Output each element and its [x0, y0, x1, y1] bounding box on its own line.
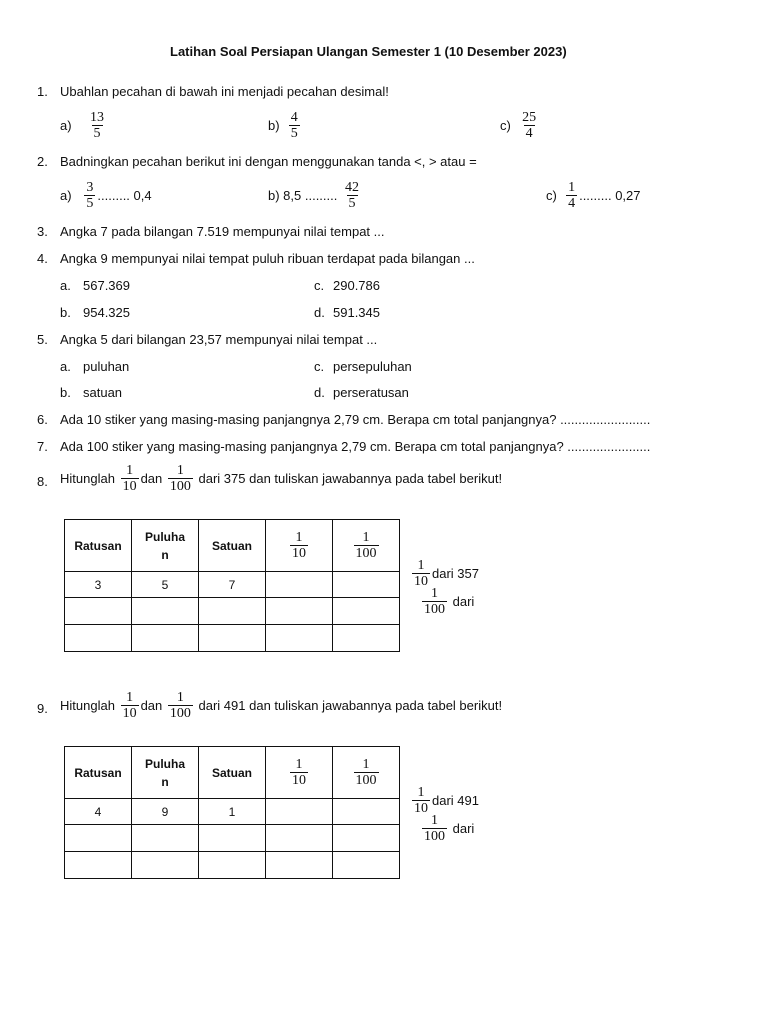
q8-fraction-hundredth: $\frac{1}{100}$ — [169, 463, 191, 494]
q2-a-fraction: $\frac{3}{5}$ — [86, 180, 94, 211]
q9-fraction-tenth: $\frac{1}{10}$ — [122, 690, 137, 721]
q8-post-text: dari 375 dan tuliskan jawabannya pada tabel berikut! — [198, 471, 503, 486]
q5-text: Angka 5 dari bilangan 23,57 mempunyai nilai tempat ... — [60, 332, 378, 347]
q8-cell — [199, 598, 266, 625]
q1-c-label: c) — [500, 118, 511, 133]
q1-option-a — [60, 110, 108, 141]
q9-side-note-2: $\frac{1}{100}$ dari — [424, 813, 475, 844]
q8-pre-text: Hitunglah — [60, 471, 115, 486]
q8-text — [60, 463, 502, 494]
q4-d-value: 591.345 — [333, 305, 380, 320]
q2-c-fraction: $\frac{1}{4}$ — [568, 180, 576, 211]
q7-number: 7. — [37, 439, 48, 454]
q9-fraction-hundredth: $\frac{1}{100}$ — [169, 690, 191, 721]
q4-d-letter: d. — [314, 305, 325, 320]
q8-cell: 3 — [65, 572, 132, 598]
q4-b-letter: b. — [60, 305, 71, 320]
q1-option-b — [268, 110, 302, 141]
q9-post-text: dari 491 dan tuliskan jawabannya pada tabel berikut! — [198, 698, 503, 713]
q8-cell — [333, 625, 400, 652]
q2-text: Badningkan pecahan berikut ini dengan menggunakan tanda <, > atau = — [60, 154, 477, 169]
q1-number: 1. — [37, 84, 48, 99]
q2-a-label: a) — [60, 188, 72, 203]
q8-cell — [132, 625, 199, 652]
q4-b-value: 954.325 — [83, 305, 130, 320]
q9-cell — [199, 825, 266, 852]
q9-mid-text: dan — [140, 698, 163, 713]
q8-header-puluhan: Puluha n — [132, 520, 199, 572]
q8-mid-text: dan — [140, 471, 163, 486]
q8-fraction-tenth: $\frac{1}{10}$ — [122, 463, 137, 494]
q8-cell: 7 — [199, 572, 266, 598]
q8-header-hundredth: $\frac{1}{100}$ — [333, 520, 400, 572]
q9-cell — [132, 852, 199, 879]
q8-cell — [333, 572, 400, 598]
q9-header-hundredth: $\frac{1}{100}$ — [333, 747, 400, 799]
q9-header-puluhan: Puluha n — [132, 747, 199, 799]
q8-cell: 5 — [132, 572, 199, 598]
q5-number: 5. — [37, 332, 48, 347]
q5-c-value: persepuluhan — [333, 359, 412, 374]
q4-a-letter: a. — [60, 278, 71, 293]
q5-a-value: puluhan — [83, 359, 130, 374]
q9-side-note-1-text: dari 491 — [432, 793, 479, 808]
q4-c-value: 290.786 — [333, 278, 380, 293]
q9-cell — [266, 852, 333, 879]
q9-header-satuan: Satuan — [199, 747, 266, 799]
q8-cell — [333, 598, 400, 625]
q9-cell — [132, 825, 199, 852]
q2-a-tail: ......... 0,4 — [97, 188, 152, 203]
q9-cell — [65, 825, 132, 852]
q8-side-note-2-text: dari — [452, 594, 475, 609]
q9-side-note-1: $\frac{1}{10}$ dari 491 — [414, 785, 479, 816]
q8-cell — [65, 625, 132, 652]
q8-header-satuan: Satuan — [199, 520, 266, 572]
q5-d-letter: d. — [314, 385, 325, 400]
q4-c-letter: c. — [314, 278, 325, 293]
q1-b-fraction: $\frac{4}{5}$ — [290, 110, 298, 141]
q2-b-fraction: $\frac{42}{5}$ — [345, 180, 359, 211]
q4-a-value: 567.369 — [83, 278, 130, 293]
q8-cell — [266, 625, 333, 652]
q2-option-b — [268, 180, 363, 211]
q6-number: 6. — [37, 412, 48, 427]
q8-cell — [65, 598, 132, 625]
q4-text: Angka 9 mempunyai nilai tempat puluh ribuan terdapat pada bilangan ... — [60, 251, 475, 266]
q9-cell — [333, 852, 400, 879]
q9-pre-text: Hitunglah — [60, 698, 115, 713]
q9-side-note-2-text: dari — [452, 821, 475, 836]
q9-cell: 9 — [132, 799, 199, 825]
q4-number: 4. — [37, 251, 48, 266]
q9-cell — [333, 825, 400, 852]
q8-side-note-1-text: dari 357 — [432, 566, 479, 581]
q8-side-note-1: $\frac{1}{10}$ dari 357 — [414, 558, 479, 589]
q8-cell — [132, 598, 199, 625]
q2-option-c — [546, 180, 641, 211]
q3-text: Angka 7 pada bilangan 7.519 mempunyai nilai tempat ... — [60, 224, 385, 239]
q9-cell — [266, 825, 333, 852]
q8-header-tenth: $\frac{1}{10}$ — [266, 520, 333, 572]
q6-text: Ada 10 stiker yang masing-masing panjangnya 2,79 cm. Berapa cm total panjangnya? ......................... — [60, 412, 651, 427]
q8-number: 8. — [37, 474, 48, 489]
q5-a-letter: a. — [60, 359, 71, 374]
q8-side-note-2: $\frac{1}{100}$ dari — [424, 586, 475, 617]
q1-a-fraction: $\frac{13}{5}$ — [90, 110, 105, 141]
q2-number: 2. — [37, 154, 48, 169]
q9-table — [64, 746, 400, 879]
q7-text: Ada 100 stiker yang masing-masing panjangnya 2,79 cm. Berapa cm total panjangnya? ....................... — [60, 439, 651, 454]
q8-cell — [266, 572, 333, 598]
q8-cell — [199, 625, 266, 652]
q1-c-fraction: $\frac{25}{4}$ — [522, 110, 537, 141]
q9-cell: 4 — [65, 799, 132, 825]
q1-text: Ubahlan pecahan di bawah ini menjadi pecahan desimal! — [60, 84, 389, 99]
q9-text — [60, 690, 502, 721]
q9-cell — [65, 852, 132, 879]
q2-b-label: b) 8,5 ......... — [268, 188, 338, 203]
q9-cell — [266, 799, 333, 825]
q8-cell — [266, 598, 333, 625]
q9-header-tenth: $\frac{1}{10}$ — [266, 747, 333, 799]
q9-number: 9. — [37, 701, 48, 716]
q1-a-label: a) — [60, 118, 72, 133]
page-title: Latihan Soal Persiapan Ulangan Semester 1 (10 Desember 2023) — [170, 44, 567, 59]
q1-b-label: b) — [268, 118, 280, 133]
q9-header-ratusan: Ratusan — [65, 747, 132, 799]
q8-table — [64, 519, 400, 652]
q2-c-tail: ......... 0,27 — [579, 188, 641, 203]
q2-c-label: c) — [546, 188, 557, 203]
q5-d-value: perseratusan — [333, 385, 409, 400]
q8-header-ratusan: Ratusan — [65, 520, 132, 572]
q9-cell: 1 — [199, 799, 266, 825]
q9-cell — [333, 799, 400, 825]
q3-number: 3. — [37, 224, 48, 239]
q5-c-letter: c. — [314, 359, 325, 374]
q5-b-letter: b. — [60, 385, 71, 400]
q5-b-value: satuan — [83, 385, 123, 400]
q2-option-a — [60, 180, 152, 211]
q9-cell — [199, 852, 266, 879]
q1-option-c — [500, 110, 540, 141]
